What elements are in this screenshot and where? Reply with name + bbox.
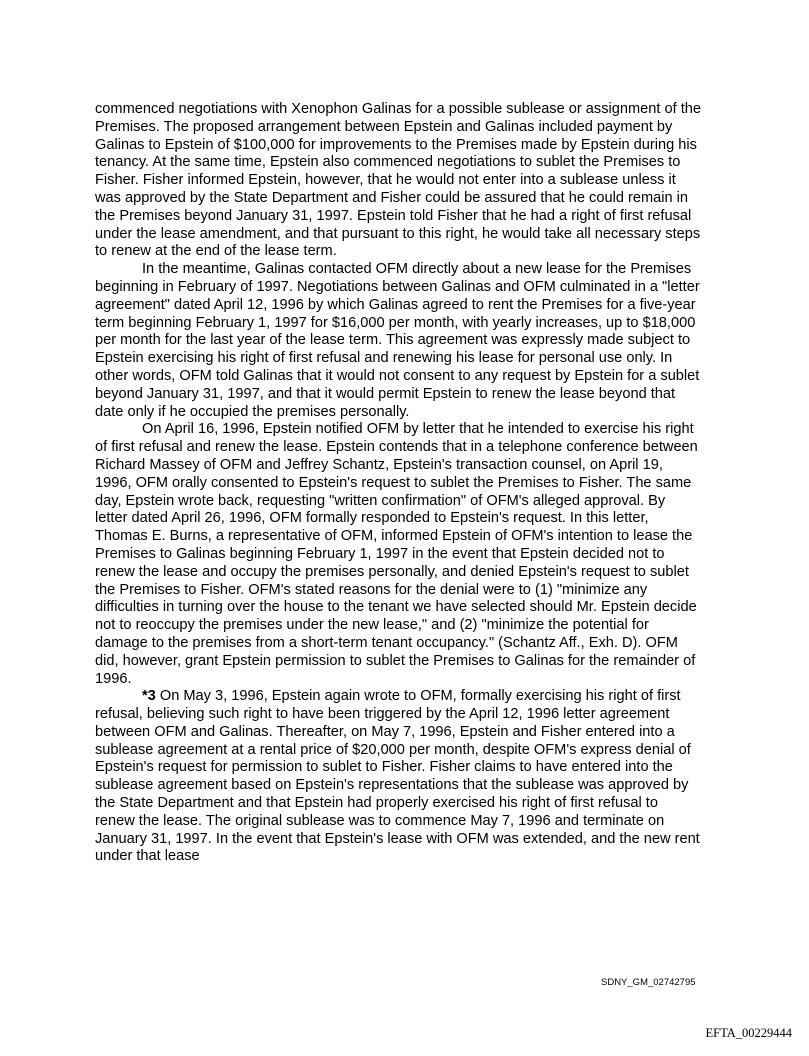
paragraph-1-text: commenced negotiations with Xenophon Galinas for a possible sublease or assignment of the Premises. The proposed arrangement between Epstein and Galinas included payment by Galinas to Epstein of $100,000 for improvements to the Premises made by Epstein during his tenancy. At the same time, Epstein also commenced negotiations to sublet the Premises to Fisher. Fisher informed Epstein, however, that he would not enter into a sublease unless it was approved by the State Department and Fisher could be assured that he could remain in the Premises beyond January 31, 1997. Epstein told Fisher that he had a right of first refusal under the lease amendment, and that pursuant to this right, he would take all necessary steps to renew at the end of the lease term.	[95, 101, 702, 260]
paragraph-3-text: On April 16, 1996, Epstein notified OFM by letter that he intended to exercise his right of first refusal and renew the lease. Epstein contends that in a telephone conference between Richard Massey of OFM and Jeffrey Schantz, Epstein's transaction counsel, on April 19, 1996, OFM orally consented to Epstein's request to sublet the Premises to Fisher. The same day, Epstein wrote back, requesting "written confirmation" of OFM's alleged approval. By letter dated April 26, 1996, OFM formally responded to Epstein's request. In this letter, Thomas E. Burns, a representative of OFM, informed Epstein of OFM's intention to lease the Premises to Galinas beginning February 1, 1997 in the event that Epstein decided not to renew the lease and occupy the premises personally, and denied Epstein's request to sublet the Premises to Fisher. OFM's stated reasons for the denial were to (1) "minimize any difficulties in turning over the house to the tenant we have selected should Mr. Epstein decide not to reoccupy the premises under the new lease," and (2) "minimize the potential for damage to the premises from a short-term tenant occupancy." (Schantz Aff., Exh. D). OFM did, however, grant Epstein permission to sublet the Premises to Galinas for the remainder of 1996.	[95, 421, 698, 687]
bates-number: SDNY_GM_02742795	[601, 977, 696, 988]
paragraph-2-text: In the meantime, Galinas contacted OFM directly about a new lease for the Premises beginning in February of 1997. Negotiations between Galinas and OFM culminated in a "letter agreement" dated April 12, 1996 by which Galinas agreed to rent the Premises for a five-year term beginning February 1, 1997 for $16,000 per month, with yearly increases, up to $18,000 per month for the last year of the lease term. This agreement was expressly made subject to Epstein exercising his right of first refusal and renewing his lease for personal use only. In other words, OFM told Galinas that it would not consent to any request by Epstein for a sublet beyond January 31, 1997, and that it would permit Epstein to renew the lease beyond that date only if he occupied the premises personally.	[95, 261, 700, 420]
paragraph-4	[95, 688, 701, 866]
paragraph-3	[95, 421, 701, 688]
document-body	[95, 101, 701, 866]
paragraph-2	[95, 261, 701, 421]
paragraph-4-text: On May 3, 1996, Epstein again wrote to OFM, formally exercising his right of first refusal, believing such right to have been triggered by the April 12, 1996 letter agreement between OFM and Galinas. Thereafter, on May 7, 1996, Epstein and Fisher entered into a sublease agreement at a rental price of $20,000 per month, despite OFM's express denial of Epstein's request for permission to sublet to Fisher. Fisher claims to have entered into the sublease agreement based on Epstein's representations that the sublease was approved by the State Department and that Epstein had properly exercised his right of first refusal to renew the lease. The original sublease was to commence May 7, 1996 and terminate on January 31, 1997. In the event that Epstein's lease with OFM was extended, and the new rent under that lease	[95, 688, 700, 865]
star-page-marker: *3	[142, 688, 156, 705]
efta-number: EFTA_00229444	[705, 1026, 792, 1040]
paragraph-1	[95, 101, 701, 261]
